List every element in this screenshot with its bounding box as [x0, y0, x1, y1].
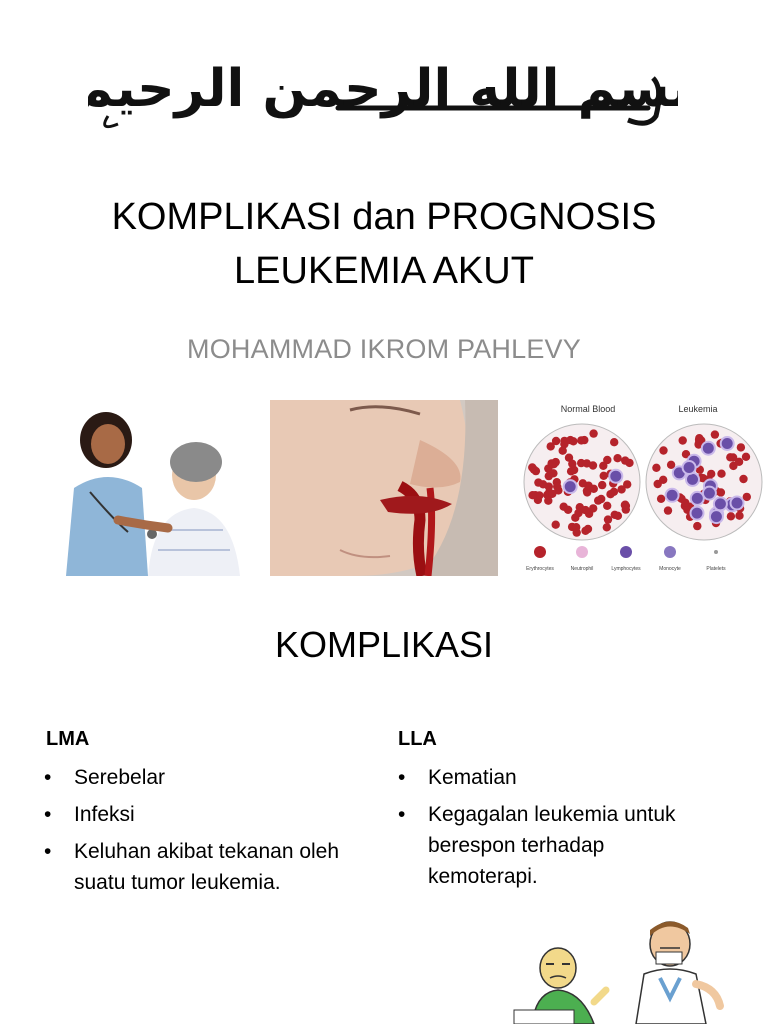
red-blood-cell	[739, 475, 747, 483]
white-blood-cell	[683, 461, 696, 474]
red-blood-cell	[547, 459, 555, 467]
red-blood-cell	[589, 429, 597, 437]
red-blood-cell	[613, 454, 621, 462]
red-blood-cell	[545, 472, 553, 480]
white-blood-cell	[721, 437, 734, 450]
white-blood-cell	[731, 497, 744, 510]
red-blood-cell	[737, 443, 745, 451]
legend-lymphocyte-icon	[620, 546, 632, 558]
list-item	[398, 799, 718, 892]
red-blood-cell	[659, 446, 667, 454]
red-blood-cell	[584, 525, 592, 533]
author-name: MOHAMMAD IKROM PAHLEVY	[187, 334, 581, 364]
list-item	[398, 762, 718, 793]
red-blood-cell	[727, 512, 735, 520]
list-item-text: Kematian	[428, 766, 517, 789]
red-blood-cell	[534, 478, 542, 486]
red-blood-cell	[621, 501, 629, 509]
red-blood-cell	[693, 522, 701, 530]
cartoon-doctor-patient-clipart	[510, 918, 750, 1024]
list-item-text: Keluhan akibat tekanan oleh suatu tumor leukemia.	[74, 840, 340, 894]
red-blood-cell	[617, 485, 625, 493]
red-blood-cell	[606, 490, 614, 498]
red-blood-cell	[735, 458, 743, 466]
red-blood-cell	[717, 470, 725, 478]
legend-rbc-icon	[534, 546, 546, 558]
red-blood-cell	[679, 436, 687, 444]
white-blood-cell	[666, 489, 679, 502]
lla-list	[398, 762, 718, 898]
calligraphy-text: بسم الله الرحمن الرحيم	[88, 59, 678, 119]
red-blood-cell	[559, 447, 567, 455]
red-blood-cell	[569, 437, 577, 445]
list-item	[44, 836, 384, 898]
legend-label: Monocyte	[659, 566, 681, 572]
legend-label: Neutrophil	[570, 566, 594, 572]
red-blood-cell	[610, 438, 618, 446]
bullet: •	[398, 803, 406, 826]
white-blood-cell	[703, 487, 716, 500]
list-item	[44, 799, 384, 830]
white-blood-cell	[714, 497, 727, 510]
white-blood-cell	[609, 470, 622, 483]
red-blood-cell	[598, 481, 606, 489]
lma-list	[44, 762, 384, 904]
red-blood-cell	[579, 479, 587, 487]
white-blood-cell	[691, 492, 704, 505]
red-blood-cell	[603, 502, 611, 510]
red-blood-cell	[553, 482, 561, 490]
red-blood-cell	[589, 504, 597, 512]
red-blood-cell	[726, 453, 734, 461]
red-blood-cell	[590, 485, 598, 493]
red-blood-cell	[574, 509, 582, 517]
title-line-2: LEUKEMIA AKUT	[234, 250, 534, 292]
red-blood-cell	[573, 528, 581, 536]
legend-label: Erythrocytes	[526, 566, 554, 572]
red-blood-cell	[594, 496, 602, 504]
list-item-text: Infeksi	[74, 803, 135, 826]
red-blood-cell	[564, 506, 572, 514]
red-blood-cell	[657, 495, 665, 503]
bullet: •	[398, 766, 406, 789]
bullet: •	[44, 803, 52, 826]
red-blood-cell	[711, 430, 719, 438]
white-blood-cell	[710, 510, 723, 523]
red-blood-cell	[654, 480, 662, 488]
red-blood-cell	[547, 442, 555, 450]
red-blood-cell	[603, 456, 611, 464]
white-blood-cell	[702, 442, 715, 455]
red-blood-cell	[735, 512, 743, 520]
list-item-text: Kegagalan leukemia untuk berespon terhadap kemoterapi.	[428, 803, 676, 888]
title-line-1: KOMPLIKASI dan PROGNOSIS	[111, 196, 657, 238]
red-blood-cell	[695, 434, 703, 442]
list-item-text: Serebelar	[74, 766, 166, 789]
red-blood-cell	[621, 456, 629, 464]
red-blood-cell	[577, 436, 585, 444]
red-blood-cell	[528, 463, 536, 471]
red-blood-cell	[565, 454, 573, 462]
list-item	[44, 762, 384, 793]
red-blood-cell	[603, 523, 611, 531]
bullet: •	[44, 766, 52, 789]
doctor-patient-photo	[18, 400, 250, 576]
red-blood-cell	[614, 512, 622, 520]
red-blood-cell	[652, 464, 660, 472]
red-blood-cell	[681, 499, 689, 507]
legend-platelet-icon	[714, 550, 718, 554]
red-blood-cell	[548, 490, 556, 498]
white-blood-cell	[691, 507, 704, 520]
section-heading: KOMPLIKASI	[274, 624, 494, 665]
lla-heading: LLA	[398, 728, 437, 750]
bismillah-calligraphy	[88, 28, 678, 140]
legend-label: Lymphocytes	[611, 566, 641, 572]
red-blood-cell	[567, 467, 575, 475]
blood-cell-diagram	[520, 400, 768, 576]
normal-blood-label: Normal Blood	[560, 404, 616, 414]
bullet: •	[44, 840, 52, 863]
legend-monocyte-icon	[664, 546, 676, 558]
red-blood-cell	[743, 493, 751, 501]
red-blood-cell	[742, 453, 750, 461]
white-blood-cell	[564, 480, 577, 493]
red-blood-cell	[583, 459, 591, 467]
leukemia-label: Leukemia	[678, 404, 718, 414]
red-blood-cell	[552, 521, 560, 529]
red-blood-cell	[528, 491, 536, 499]
lma-heading: LMA	[46, 728, 90, 750]
red-blood-cell	[664, 506, 672, 514]
legend-label: Platelets	[706, 566, 726, 572]
legend-neutrophil-icon	[576, 546, 588, 558]
red-blood-cell	[545, 482, 553, 490]
nosebleed-photo	[270, 400, 498, 576]
